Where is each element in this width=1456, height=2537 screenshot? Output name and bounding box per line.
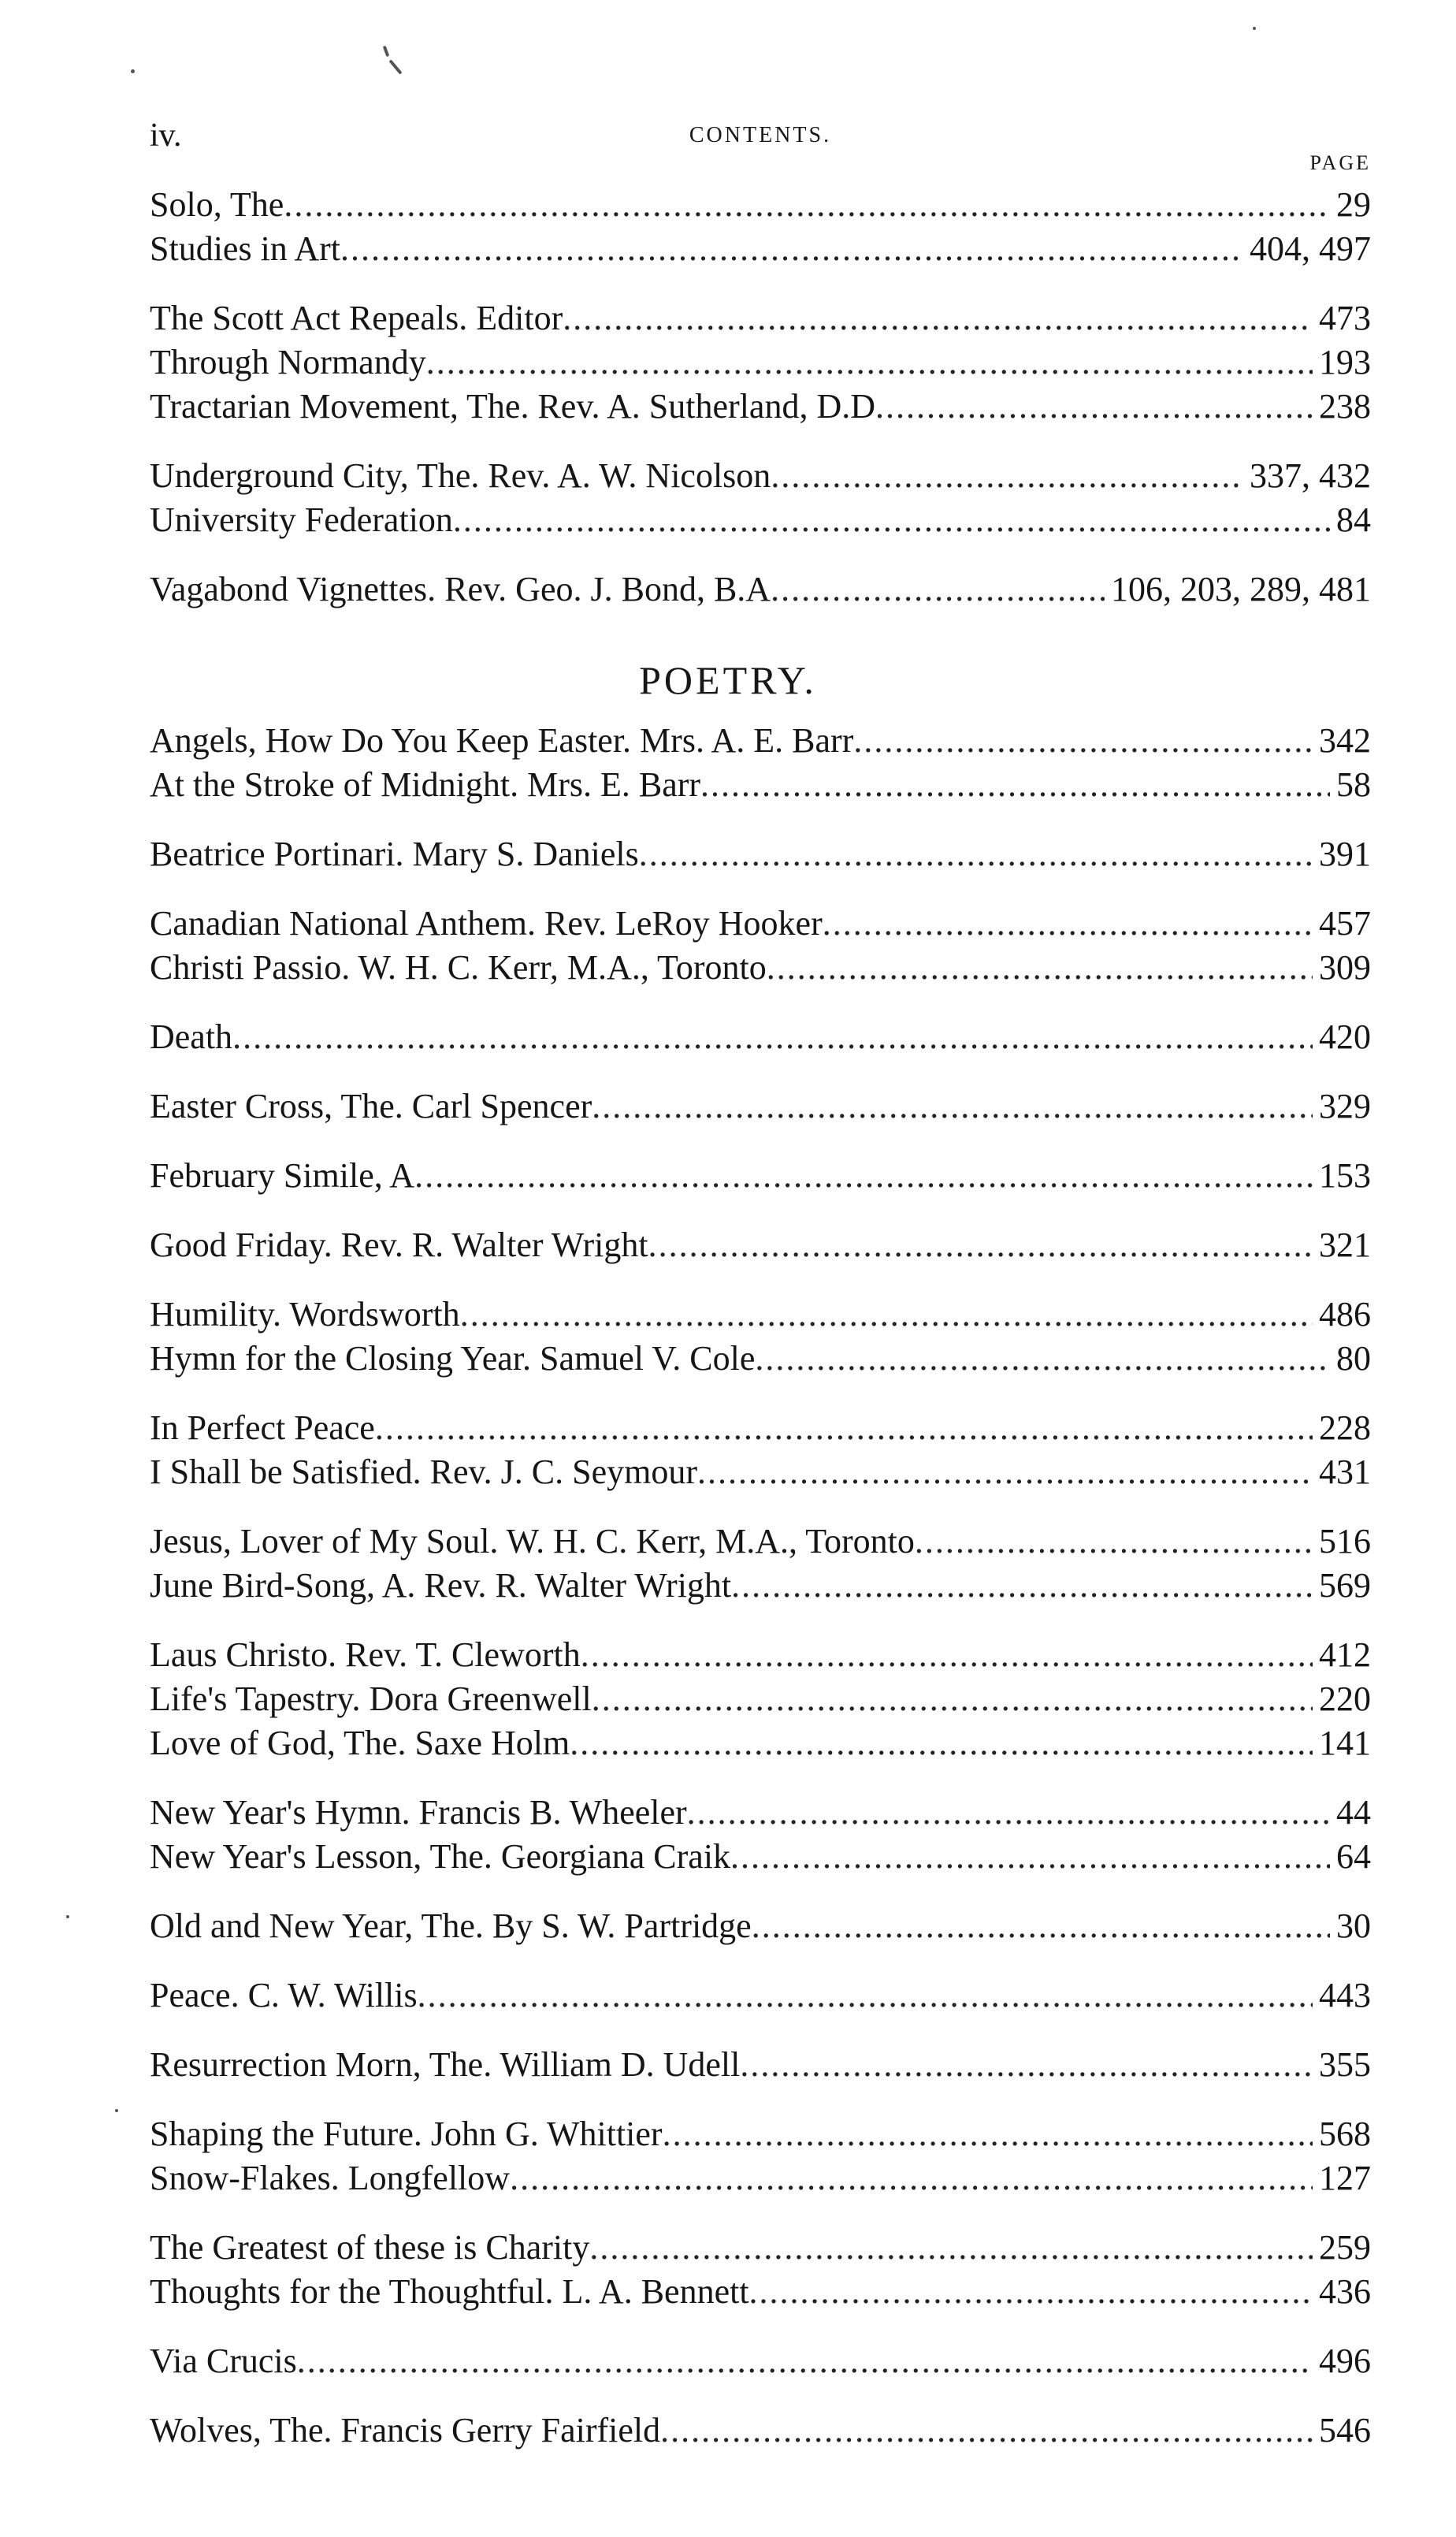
entry-title: Life's Tapestry. Dora Greenwell <box>150 1680 592 1718</box>
toc-entry <box>150 1835 1371 1879</box>
dot-leader <box>915 1520 1313 1564</box>
entry-page-number: 486 <box>1319 1295 1371 1334</box>
toc-entry <box>150 2043 1371 2087</box>
dot-leader <box>460 1293 1313 1337</box>
entry-title: Humility. Wordsworth <box>150 1295 460 1334</box>
entry-title: In Perfect Peace <box>150 1408 375 1447</box>
entry-title: Thoughts for the Thoughtful. L. A. Bennett <box>150 2272 749 2311</box>
entry-page-number: 309 <box>1319 948 1371 987</box>
entry-title: February Simile, A <box>150 1156 415 1195</box>
group-spacer <box>150 2018 1371 2043</box>
toc-entry <box>150 454 1371 498</box>
entry-page-number: 420 <box>1319 1017 1371 1056</box>
dot-leader <box>589 2226 1313 2270</box>
toc-entry <box>150 1973 1371 2018</box>
toc-entry <box>150 1223 1371 1267</box>
dot-leader <box>700 763 1330 807</box>
entry-page-number: 516 <box>1319 1522 1371 1561</box>
dot-leader <box>297 2339 1313 2383</box>
ink-speck <box>66 1915 69 1918</box>
entry-title: Resurrection Morn, The. William D. Udell <box>150 2045 741 2084</box>
dot-leader <box>648 1223 1313 1267</box>
page-header <box>150 117 1371 164</box>
group-spacer <box>150 807 1371 832</box>
dot-leader <box>752 1904 1330 1948</box>
entry-page-number: 220 <box>1319 1680 1371 1718</box>
dot-leader <box>426 340 1313 385</box>
entry-page-number: 431 <box>1319 1453 1371 1491</box>
entry-page-number: 496 <box>1319 2342 1371 2380</box>
entry-page-number: 355 <box>1319 2045 1371 2084</box>
entry-title: University Federation <box>150 500 453 539</box>
entry-page-number: 193 <box>1319 343 1371 381</box>
toc-entry <box>150 1406 1371 1450</box>
entry-title: Angels, How Do You Keep Easter. Mrs. A. E. Barr <box>150 721 854 760</box>
dot-leader <box>418 1973 1313 2018</box>
group-spacer <box>150 1494 1371 1520</box>
dot-leader <box>340 227 1243 271</box>
entry-page-number: 80 <box>1336 1339 1371 1378</box>
entry-page-number: 546 <box>1319 2411 1371 2450</box>
toc-entry <box>150 498 1371 542</box>
entry-page-number: 412 <box>1319 1635 1371 1674</box>
dot-leader <box>875 385 1313 429</box>
entry-title: Snow-Flakes. Longfellow <box>150 2159 511 2197</box>
toc-entry <box>150 1520 1371 1564</box>
entry-title: Laus Christo. Rev. T. Cleworth <box>150 1635 581 1674</box>
entry-page-number: 329 <box>1319 1087 1371 1125</box>
dot-leader <box>853 719 1313 763</box>
entry-page-number: 153 <box>1319 1156 1371 1195</box>
ink-speck <box>1253 27 1256 30</box>
entry-title: The Greatest of these is Charity <box>150 2228 590 2267</box>
folio-number: iv. <box>150 117 182 154</box>
toc-entry <box>150 1791 1371 1835</box>
ink-speck <box>131 69 135 73</box>
group-spacer <box>150 1381 1371 1406</box>
group-spacer <box>150 271 1371 296</box>
entry-page-number: 58 <box>1336 765 1371 804</box>
entry-page-number: 337, 432 <box>1250 456 1371 495</box>
entry-title: Love of God, The. Saxe Holm <box>150 1724 570 1762</box>
dot-leader <box>570 1721 1313 1765</box>
toc-entry <box>150 2339 1371 2383</box>
ink-speck <box>115 2109 118 2112</box>
dot-leader <box>232 1015 1313 1059</box>
toc-entry <box>150 340 1371 385</box>
entry-title: Beatrice Portinari. Mary S. Daniels <box>150 835 639 873</box>
dot-leader <box>284 183 1330 227</box>
toc-entry <box>150 1450 1371 1494</box>
toc-entry <box>150 183 1371 227</box>
dot-leader <box>592 1677 1313 1721</box>
entry-page-number: 238 <box>1319 387 1371 426</box>
entry-title: The Scott Act Repeals. Editor <box>150 299 563 337</box>
toc-entry <box>150 1337 1371 1381</box>
entry-title: Studies in Art <box>150 229 341 268</box>
toc-entry <box>150 227 1371 271</box>
toc-entry <box>150 2156 1371 2200</box>
entry-page-number: 64 <box>1336 1837 1371 1876</box>
entry-title: Easter Cross, The. Carl Spencer <box>150 1087 592 1125</box>
entry-title: Vagabond Vignettes. Rev. Geo. J. Bond, B.A <box>150 570 771 608</box>
dot-leader <box>639 832 1313 876</box>
toc-entry <box>150 296 1371 340</box>
toc-entry <box>150 1154 1371 1198</box>
group-spacer <box>150 429 1371 454</box>
toc-entry <box>150 1084 1371 1129</box>
entry-page-number: 568 <box>1319 2115 1371 2153</box>
dot-leader <box>730 1835 1330 1879</box>
dot-leader <box>563 296 1313 340</box>
toc-entry <box>150 1677 1371 1721</box>
group-spacer <box>150 1879 1371 1904</box>
toc-entry <box>150 2226 1371 2270</box>
entry-page-number: 321 <box>1319 1226 1371 1264</box>
entry-page-number: 29 <box>1336 185 1371 224</box>
entry-title: Through Normandy <box>150 343 426 381</box>
entry-page-number: 404, 497 <box>1250 229 1371 268</box>
entry-title: Death <box>150 1017 233 1056</box>
entry-title: Canadian National Anthem. Rev. LeRoy Hooker <box>150 904 823 943</box>
entry-title: Via Crucis <box>150 2342 297 2380</box>
dot-leader <box>771 567 1105 612</box>
entry-title: Peace. C. W. Willis <box>150 1976 418 2014</box>
entry-title: Old and New Year, The. By S. W. Partridge <box>150 1906 752 1945</box>
toc-entry <box>150 946 1371 990</box>
dot-leader <box>823 902 1313 946</box>
entry-title: Christi Passio. W. H. C. Kerr, M.A., Toronto <box>150 948 767 987</box>
toc-entry <box>150 719 1371 763</box>
toc-entry <box>150 902 1371 946</box>
prose-contents <box>150 151 1371 612</box>
entry-title: Tractarian Movement, The. Rev. A. Sutherland, D.D <box>150 387 875 426</box>
entry-page-number: 342 <box>1319 721 1371 760</box>
entry-title: Shaping the Future. John G. Whittier <box>150 2115 663 2153</box>
toc-entry <box>150 1015 1371 1059</box>
group-spacer <box>150 542 1371 567</box>
dot-leader <box>592 1084 1313 1129</box>
toc-entry <box>150 2112 1371 2156</box>
entry-title: June Bird-Song, A. Rev. R. Walter Wright <box>150 1566 732 1605</box>
entry-title: New Year's Lesson, The. Georgiana Craik <box>150 1837 731 1876</box>
entry-page-number: 473 <box>1319 299 1371 337</box>
entry-page-number: 391 <box>1319 835 1371 873</box>
toc-entry <box>150 2270 1371 2314</box>
entry-page-number: 141 <box>1319 1724 1371 1762</box>
entry-title: Solo, The <box>150 185 284 224</box>
dot-leader <box>687 1791 1330 1835</box>
entry-title: Hymn for the Closing Year. Samuel V. Cole <box>150 1339 756 1378</box>
entry-page-number: 457 <box>1319 904 1371 943</box>
page-column-label: PAGE <box>1309 151 1371 174</box>
group-spacer <box>150 1059 1371 1084</box>
entry-page-number: 44 <box>1336 1793 1371 1832</box>
group-spacer <box>150 1198 1371 1223</box>
entry-page-number: 30 <box>1336 1906 1371 1945</box>
entry-page-number: 228 <box>1319 1408 1371 1447</box>
entry-title: Wolves, The. Francis Gerry Fairfield <box>150 2411 661 2450</box>
toc-entry <box>150 1904 1371 1948</box>
dot-leader <box>453 498 1330 542</box>
dot-leader <box>749 2270 1313 2314</box>
group-spacer <box>150 1948 1371 1973</box>
entry-title: Jesus, Lover of My Soul. W. H. C. Kerr, M.A., Toronto <box>150 1522 915 1561</box>
toc-entry <box>150 832 1371 876</box>
dot-leader <box>731 1564 1313 1608</box>
entry-page-number: 259 <box>1319 2228 1371 2267</box>
poetry-heading: POETRY. <box>639 658 817 702</box>
entry-page-number: 127 <box>1319 2159 1371 2197</box>
toc-entry <box>150 567 1371 612</box>
entry-title: New Year's Hymn. Francis B. Wheeler <box>150 1793 687 1832</box>
entry-title: Good Friday. Rev. R. Walter Wright <box>150 1226 648 1264</box>
dot-leader <box>697 1450 1313 1494</box>
dot-leader <box>767 946 1313 990</box>
toc-entry <box>150 1564 1371 1608</box>
dot-leader <box>510 2156 1313 2200</box>
dot-leader <box>755 1337 1330 1381</box>
toc-entry <box>150 1633 1371 1677</box>
group-spacer <box>150 1129 1371 1154</box>
dot-leader <box>581 1633 1313 1677</box>
dot-leader <box>740 2043 1313 2087</box>
group-spacer <box>150 990 1371 1015</box>
group-spacer <box>150 2087 1371 2112</box>
entry-title: At the Stroke of Midnight. Mrs. E. Barr <box>150 765 701 804</box>
dot-leader <box>375 1406 1313 1450</box>
group-spacer <box>150 2200 1371 2226</box>
group-spacer <box>150 1608 1371 1633</box>
entry-page-number: 569 <box>1319 1566 1371 1605</box>
dot-leader <box>660 2409 1313 2453</box>
toc-entry <box>150 1293 1371 1337</box>
dot-leader <box>663 2112 1313 2156</box>
group-spacer <box>150 2314 1371 2339</box>
toc-entry <box>150 763 1371 807</box>
ink-speck <box>388 59 402 74</box>
entry-page-number: 436 <box>1319 2272 1371 2311</box>
toc-entry <box>150 1721 1371 1765</box>
dot-leader <box>414 1154 1313 1198</box>
entry-title: I Shall be Satisfied. Rev. J. C. Seymour <box>150 1453 697 1491</box>
dot-leader <box>771 454 1243 498</box>
entry-page-number: 443 <box>1319 1976 1371 2014</box>
entry-page-number: 106, 203, 289, 481 <box>1111 570 1371 608</box>
group-spacer <box>150 1765 1371 1791</box>
group-spacer <box>150 876 1371 902</box>
toc-entry <box>150 385 1371 429</box>
group-spacer <box>150 2383 1371 2409</box>
toc-entry <box>150 2409 1371 2453</box>
entry-title: Underground City, The. Rev. A. W. Nicolson <box>150 456 771 495</box>
entry-page-number: 84 <box>1336 500 1371 539</box>
poetry-contents <box>150 719 1371 2453</box>
ink-speck <box>383 46 390 58</box>
group-spacer <box>150 1267 1371 1293</box>
running-head: CONTENTS. <box>689 123 832 147</box>
